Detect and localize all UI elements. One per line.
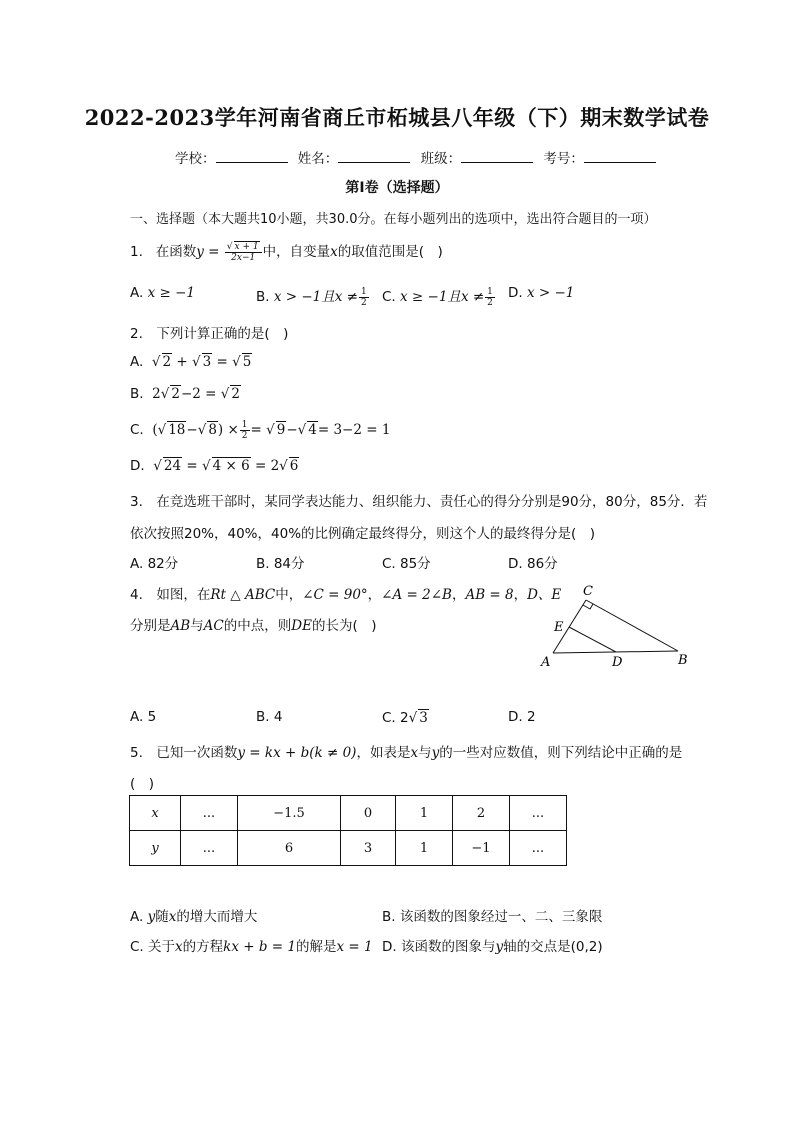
question-2-option-b[interactable]: B. 2√ 2−2 = √ 2 [130, 386, 240, 402]
question-4-line-2: 分别是AB与AC的中点，则DE的长为( ) [130, 618, 377, 634]
q1-y-eq: y = [196, 244, 220, 260]
student-info-line [175, 147, 662, 167]
exam-title: 2022-2023学年河南省商丘市柘城县八年级（下）期末数学试卷 [84, 105, 710, 130]
q2-d-label: D. [130, 458, 145, 474]
q1-c-half: $\frac{1}{2}$ [487, 286, 493, 308]
table-cell: y [130, 831, 181, 866]
school-blank[interactable] [216, 150, 288, 163]
name-label: 姓名： [297, 151, 339, 167]
q2-a-root3: 5 [242, 354, 252, 370]
question-1-option-b[interactable] [256, 285, 370, 308]
label-e: E [554, 620, 564, 635]
q4-c-root: 3 [419, 710, 428, 726]
table-cell: x [130, 796, 181, 831]
table-cell: ... [181, 796, 238, 831]
question-1-option-c[interactable] [382, 285, 496, 308]
q2-b-root1: 2 [171, 386, 180, 402]
q1-b-half: $\frac{1}{2}$ [361, 286, 367, 308]
label-b: B [678, 653, 688, 668]
question-3-line-2: 依次按照20%，40%，40%的比例确定最终得分，则这个人的最终得分是( ) [130, 526, 596, 542]
q1-text-post: 的取值范围是( ) [337, 244, 443, 260]
class-blank[interactable] [461, 150, 533, 163]
q1-text-mid: 中，自变量 [262, 244, 331, 260]
name-blank[interactable] [338, 150, 410, 163]
q1-d-text: x > −1 [526, 285, 575, 301]
q2-b-root2: 2 [231, 386, 240, 402]
question-2-stem: 2. 下列计算正确的是( ) [130, 326, 289, 342]
question-2-option-c[interactable]: C. (√ 18−√ 8) × $\frac{1}{2}$ = √ 9−√ 4= 3−2 = 1 [130, 420, 391, 441]
volume-heading: 第I卷（选择题） [345, 180, 449, 196]
question-4-option-b[interactable]: B. 4 [256, 709, 283, 725]
label-a: A [541, 655, 551, 670]
q1-a-text: x ≥ −1 [147, 285, 196, 301]
question-2-option-a[interactable]: A. √ 2 + √ 3 = √ 5 [130, 354, 252, 370]
question-1-option-a[interactable] [130, 285, 195, 301]
q2-b-label: B. [130, 386, 144, 402]
question-3-line-1: 3. 在竞选班干部时，某同学表达能力、组织能力、责任心的得分分别是90分，80分，85分．若 [130, 494, 708, 510]
q2-c-root2: 8 [208, 422, 217, 438]
q1-fraction: $\frac{√ x + 1}{2x-1}$ [225, 241, 262, 263]
q1-c-text2: x ≠ [460, 289, 485, 305]
question-3-option-a[interactable]: A. 82分 [130, 556, 179, 572]
table-cell: 1 [396, 831, 453, 866]
q2-c-root1: 18 [168, 422, 186, 438]
table-cell: 6 [238, 831, 341, 866]
question-3-option-c[interactable]: C. 85分 [382, 556, 431, 572]
table-cell: ... [510, 796, 567, 831]
question-5-line-2: ( ) [130, 776, 155, 792]
question-1-stem [130, 240, 443, 263]
table-cell: −1 [453, 831, 510, 866]
q1-var: x [330, 244, 338, 260]
exam-no-blank[interactable] [584, 150, 656, 163]
class-label: 班级： [420, 151, 462, 167]
q1-b-text2: x ≠ [334, 289, 358, 305]
question-5-option-c[interactable]: C. 关于x的方程kx + b = 1的解是x = 1 [130, 939, 373, 955]
question-3-option-b[interactable]: B. 84分 [256, 556, 305, 572]
table-cell: 1 [396, 796, 453, 831]
question-5-option-a[interactable]: A. y随x的增大而增大 [130, 909, 258, 925]
question-5-option-b[interactable]: B. 该函数的图象经过一、二、三象限 [382, 909, 603, 925]
question-3-option-d[interactable]: D. 86分 [508, 556, 558, 572]
question-4-option-a[interactable]: A. 5 [130, 709, 157, 725]
table-cell: 3 [341, 831, 396, 866]
q1-denominator: 2x−1 [231, 253, 256, 263]
question-4-line-1: 4. 如图，在Rt △ ABC中，∠C = 90°，∠A = 2∠B，AB = 8，D、E [130, 587, 562, 603]
q1-c-label: C. [382, 289, 396, 305]
q1-d-label: D. [508, 285, 523, 301]
question-2-option-d[interactable]: D. √ 24 = √ 4 × 6 = 2√ 6 [130, 458, 299, 474]
segment-de [569, 627, 616, 652]
q2-a-root1: 2 [162, 354, 172, 370]
q1-number: 1. [130, 244, 143, 260]
value-table [129, 795, 567, 866]
table-cell: ... [510, 831, 567, 866]
right-angle-mark [583, 604, 593, 609]
q1-a-label: A. [130, 285, 144, 301]
q1-b-label: B. [256, 289, 270, 305]
q2-a-root2: 3 [202, 354, 212, 370]
q1-numerator: x + 1 [234, 242, 259, 252]
label-d: D [612, 655, 623, 670]
table-cell: −1.5 [238, 796, 341, 831]
triangle-figure [528, 580, 698, 672]
table-row [130, 831, 567, 866]
q1-c-text1: x ≥ −1且 [400, 289, 461, 305]
table-cell: ... [181, 831, 238, 866]
school-label: 学校： [175, 151, 216, 167]
question-4-option-c[interactable]: C. 2√ 3 [382, 710, 428, 726]
question-4-option-d[interactable]: D. 2 [508, 709, 536, 725]
q2-a-label: A. [130, 354, 144, 370]
question-5-line-1: 5. 已知一次函数y = kx + b(k ≠ 0)，如表是x与y的一些对应数值，则下列结论中正确的是 [130, 745, 683, 761]
label-c: C [583, 584, 593, 599]
table-cell: 2 [453, 796, 510, 831]
question-5-option-d[interactable]: D. 该函数的图象与y轴的交点是(0,2) [382, 939, 603, 955]
q1-b-text1: x > −1且 [273, 289, 335, 305]
exam-no-label: 考号： [543, 151, 584, 167]
q1-text-pre: 在函数 [155, 244, 197, 260]
table-cell: 0 [341, 796, 396, 831]
table-row [130, 796, 567, 831]
question-1-option-d[interactable] [508, 285, 574, 301]
section-heading: 一、选择题（本大题共10小题，共30.0分。在每小题列出的选项中，选出符合题目的一项） [130, 212, 657, 227]
q2-c-label: C. [130, 422, 144, 438]
q2-c-half: $\frac{1}{2}$ [241, 420, 248, 441]
